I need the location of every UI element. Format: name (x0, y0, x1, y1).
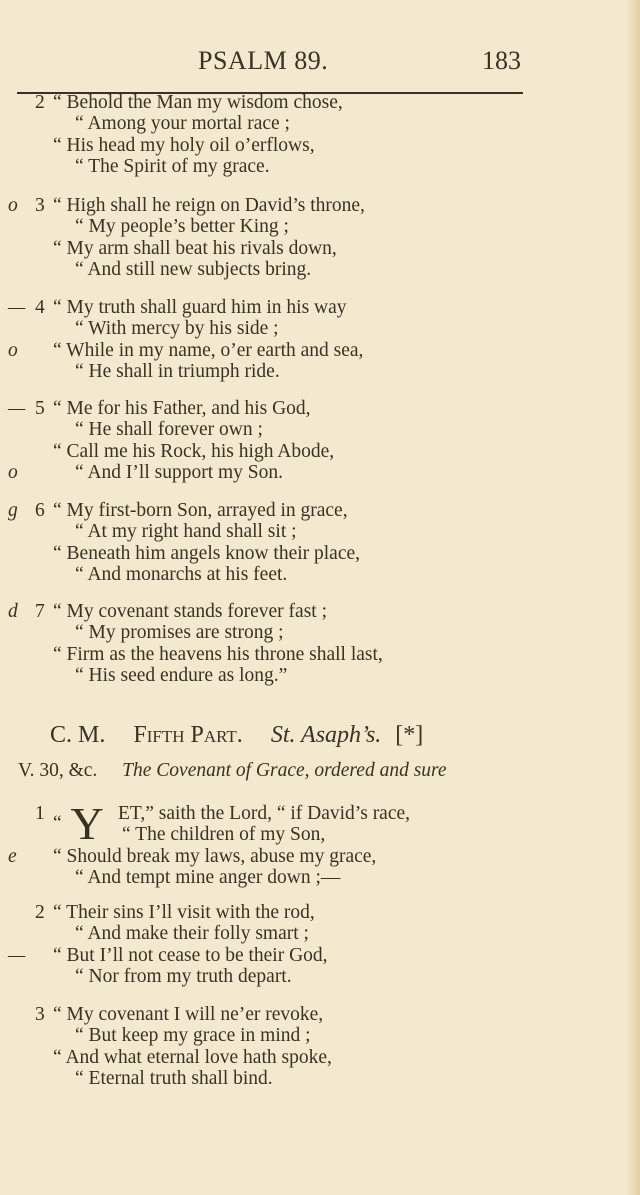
stanza-number: 2 (35, 92, 45, 113)
verse-line (0, 340, 620, 361)
verse-line (0, 156, 620, 177)
dynamics-mark: e (8, 845, 17, 867)
verse-line (0, 966, 620, 987)
verse-text: “ And still new subjects bring. (75, 258, 312, 280)
dynamics-mark: — (8, 297, 26, 318)
drop-cap-opening (53, 798, 104, 849)
verse-text: “ High shall he reign on David’s throne, (53, 195, 365, 216)
verse-text: “ My covenant I will ne’er revoke, (53, 1004, 324, 1025)
verse-text: “ Behold the Man my wisdom chose, (53, 92, 343, 113)
verse-line (0, 318, 620, 339)
verse-line (0, 135, 620, 156)
verse-line (0, 1004, 620, 1025)
verse-text: “ My promises are strong ; (75, 622, 284, 644)
verse-text: “ Nor from my truth depart. (75, 965, 292, 987)
verse-line (0, 923, 620, 944)
verse-text: “ Their sins I’ll visit with the rod, (53, 902, 315, 923)
verse-text: “ With mercy by his side ; (75, 318, 279, 340)
stanza (0, 902, 620, 987)
verse-text: “ My arm shall beat his rivals down, (53, 237, 337, 259)
verse-line (0, 867, 620, 888)
stanza (0, 601, 620, 686)
verse-line (0, 419, 620, 440)
verse-line (0, 238, 620, 259)
dynamics-mark: o (8, 339, 18, 361)
verse-text: “ Eternal truth shall bind. (75, 1067, 273, 1089)
open-quote: “ (53, 813, 67, 834)
stanza (0, 92, 620, 177)
section-subtitle (18, 760, 447, 782)
part-title: Fifth Part. (133, 722, 243, 748)
stanza-number: 7 (35, 601, 45, 622)
drop-cap: Y (70, 798, 104, 849)
verse-line (0, 601, 620, 622)
stanza (0, 297, 620, 382)
verse-line (0, 500, 620, 521)
page-number: 183 (482, 46, 521, 75)
verse-text: “ His seed endure as long.” (75, 664, 288, 686)
verse-text: “ My covenant stands forever fast ; (53, 601, 327, 622)
verse-text: “ He shall in triumph ride. (75, 360, 280, 382)
verse-line (0, 945, 620, 966)
verse-reference: V. 30, &c. (18, 760, 98, 781)
dynamics-mark: o (8, 461, 18, 483)
stanza-number: 5 (35, 398, 45, 419)
note-mark: [*] (395, 722, 424, 748)
verse-line (0, 259, 620, 280)
verse-line (0, 1025, 620, 1046)
verse-text: “ Beneath him angels know their place, (53, 542, 361, 564)
dynamics-mark: — (8, 398, 26, 419)
verse-line (0, 846, 620, 867)
dynamics-mark: o (8, 195, 18, 216)
verse-line (0, 902, 620, 923)
stanza (0, 1004, 620, 1089)
verse-text: “ At my right hand shall sit ; (75, 521, 297, 543)
verse-text: “ Among your mortal race ; (75, 113, 290, 135)
meter: C. M. (50, 722, 106, 748)
verse-text: “ He shall forever own ; (75, 419, 263, 441)
verse-text: “ Firm as the heavens his throne shall last, (53, 643, 383, 665)
verse-text: “ And tempt mine anger down ;— (75, 866, 341, 888)
verse-line (0, 644, 620, 665)
verse-line (0, 462, 620, 483)
stanza (0, 195, 620, 280)
verse-line (0, 113, 620, 134)
verse-line (0, 195, 620, 216)
subtitle-text: The Covenant of Grace, ordered and sure (122, 760, 447, 781)
verse-line (0, 216, 620, 237)
verse-line (0, 1047, 620, 1068)
verse-text: “ And I’ll support my Son. (75, 461, 283, 483)
section-heading (50, 722, 445, 749)
verse-text: “ And what eternal love hath spoke, (53, 1046, 332, 1068)
running-head: PSALM 89. (198, 46, 329, 75)
verse-text: “ While in my name, o’er earth and sea, (53, 339, 364, 361)
page-edge (626, 0, 640, 1195)
stanza-number: 3 (35, 1004, 45, 1025)
verse-text: “ Me for his Father, and his God, (53, 398, 311, 419)
verse-line (0, 824, 620, 845)
verse-line (0, 92, 620, 113)
verse-line (0, 564, 620, 585)
verse-text: “ Call me his Rock, his high Abode, (53, 440, 335, 462)
verse-text: “ But keep my grace in mind ; (75, 1025, 311, 1047)
verse-text: “ Should break my laws, abuse my grace, (53, 845, 377, 867)
stanza-number: 4 (35, 297, 45, 318)
dynamics-mark: g (8, 500, 18, 521)
stanza-number: 1 (35, 803, 45, 824)
verse-text: “ My people’s better King ; (75, 216, 289, 238)
verse-text: “ But I’ll not cease to be their God, (53, 944, 328, 966)
verse-line (0, 521, 620, 542)
verse-text: “ And make their folly smart ; (75, 923, 309, 945)
dynamics-mark: d (8, 601, 18, 622)
dynamics-mark: — (8, 944, 26, 966)
verse-line (0, 361, 620, 382)
stanza-number: 2 (35, 902, 45, 923)
tune-name: St. Asaph’s. (270, 722, 382, 748)
verse-line (0, 543, 620, 564)
verse-line (0, 297, 620, 318)
stanza (0, 398, 620, 483)
verse-text: “ My truth shall guard him in his way (53, 297, 347, 318)
stanza (0, 500, 620, 585)
stanza (0, 798, 620, 888)
verse-text: “ The children of my Son, (122, 824, 326, 846)
verse-line (0, 665, 620, 686)
verse-text: “ My first-born Son, arrayed in grace, (53, 500, 348, 521)
stanza-number: 6 (35, 500, 45, 521)
stanza-number: 3 (35, 195, 45, 216)
verse-line (0, 441, 620, 462)
verse-line (0, 398, 620, 419)
verse-line (0, 1068, 620, 1089)
verse-text: “ The Spirit of my grace. (75, 155, 270, 177)
verse-text: “ And monarchs at his feet. (75, 563, 288, 585)
verse-line (0, 622, 620, 643)
verse-text: “ His head my holy oil o’erflows, (53, 134, 315, 156)
verse-text: ET,” saith the Lord, “ if David’s race, (118, 803, 411, 824)
